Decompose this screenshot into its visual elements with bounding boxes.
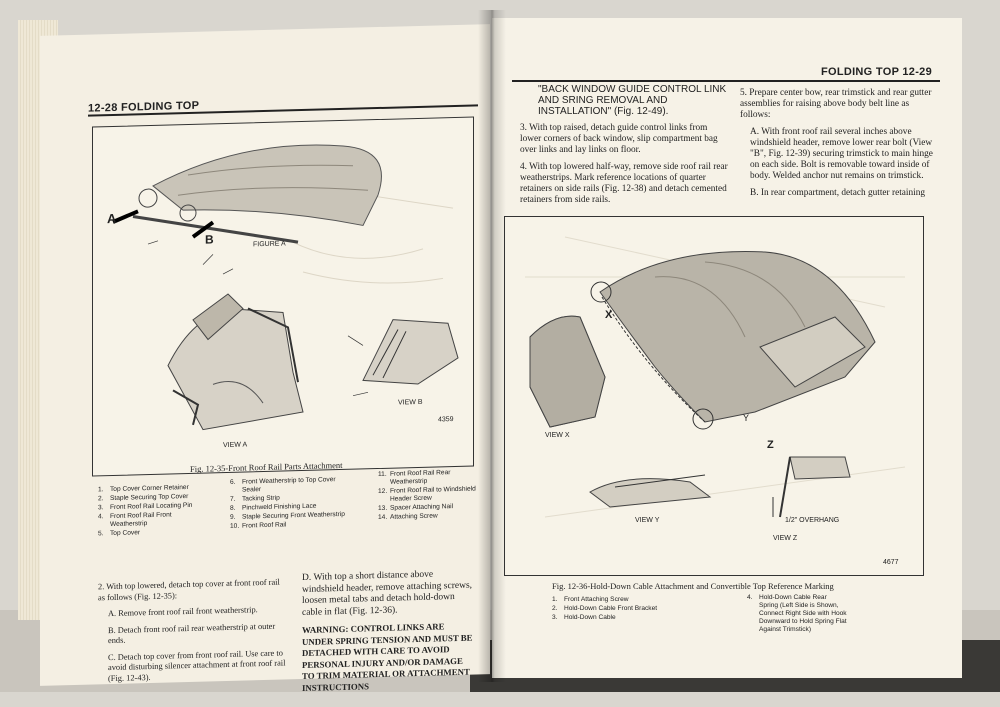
step-2b: B. Detach front roof rail rear weatherstrip at outer ends. <box>108 621 276 646</box>
step-5: 5. Prepare center bow, rear trimstick and rear gutter assemblies for raising above body belt line as follows: <box>740 88 932 120</box>
view-b-drawing <box>363 318 458 385</box>
view-x-label: VIEW X <box>545 432 570 439</box>
legend-item-text: Top Cover Corner Retainer <box>110 483 189 494</box>
legend-item-text: Front Roof Rail <box>242 521 287 530</box>
legend-item-number: 6. <box>230 478 236 486</box>
legend-item-number: 3. <box>98 504 104 512</box>
label-x: X <box>605 309 613 321</box>
step-3: 3. With top raised, detach guide control links from lower corners of back window, slip compartment bag over links and lay links on floor. <box>520 123 718 155</box>
legend-item-text: Front Weatherstrip to Top Cover Sealer <box>242 476 336 494</box>
figure-12-35-illustration <box>93 118 473 476</box>
legend-item-number: 14. <box>378 513 388 522</box>
legend-item-text: Front Roof Rail Front Weatherstrip <box>110 511 172 529</box>
figure-12-35 <box>92 117 474 477</box>
legend-item-number: 7. <box>230 495 236 503</box>
legend-item-text: Front Roof Rail Rear Weatherstrip <box>390 469 451 486</box>
legend-item <box>747 594 847 634</box>
legend-item-number: 4. <box>98 513 104 521</box>
legend-item-number: 9. <box>230 513 236 521</box>
legend-item <box>230 476 350 495</box>
step-2: 2. With top lowered, detach top cover at front roof rail as follows (Fig. 12-35): <box>98 577 280 602</box>
legend-item-number: 8. <box>230 504 236 512</box>
legend-item <box>552 614 672 622</box>
legend-item-text: Pinchweld Finishing Lace <box>242 502 317 512</box>
legend-item <box>378 485 478 504</box>
view-z-label: VIEW Z <box>773 535 798 542</box>
legend-item-text: Top Cover <box>110 529 141 538</box>
left-body-col-1 <box>98 577 288 690</box>
legend-col-3 <box>378 468 478 523</box>
figure-caption: Fig. 12-35-Front Roof Rail Parts Attachment <box>190 459 343 474</box>
legend-item-number: 2. <box>98 495 104 503</box>
legend-item-number: 10. <box>230 522 240 530</box>
legend-item <box>98 511 203 530</box>
legend-item-text: Tacking Strip <box>242 494 280 503</box>
figure-12-36-illustration <box>505 217 923 575</box>
legend-item <box>230 520 350 531</box>
legend-item-text: Spacer Attaching Nail <box>390 503 454 512</box>
view-a-label: VIEW A <box>223 441 248 450</box>
legend-item-text: Front Attaching Screw <box>564 596 629 603</box>
warning-text: WARNING: CONTROL LINKS ARE UNDER SPRING TENSION AND MUST BE DETACHED WITH CARE TO AVOID PERSONAL INJURY AND/OR DAMAGE TO TRIM MATERIAL OR ATTACHMENT INSTRUCTIONS <box>302 621 473 693</box>
left-body-col-2 <box>302 568 477 700</box>
figure-caption-right: Fig. 12-36-Hold-Down Cable Attachment and Convertible Top Reference Marking <box>552 581 834 591</box>
figure-ref-number: 4359 <box>438 416 454 424</box>
step-5b: B. In rear compartment, detach gutter retaining <box>750 188 926 198</box>
legend-item-text: Staple Securing Top Cover <box>110 493 189 503</box>
legend-item-text: Hold-Down Cable <box>564 614 616 621</box>
figure-a-label: FIGURE A <box>253 240 286 249</box>
label-z: Z <box>767 439 774 451</box>
left-page-header: 12-28 FOLDING TOP <box>88 99 200 115</box>
legend-item-text: Attaching Screw <box>390 512 438 521</box>
view-z-drawing <box>790 457 850 479</box>
book-gutter <box>478 10 506 682</box>
overhang-label: 1/2" OVERHANG <box>785 517 840 524</box>
legend-item-number: 13. <box>378 504 388 513</box>
legend-item-number: 2. <box>552 605 558 612</box>
right-page-header: FOLDING TOP 12-29 <box>820 66 932 78</box>
view-y-label: VIEW Y <box>635 517 660 524</box>
legend-right-col-1 <box>552 596 672 623</box>
legend-item-number: 11. <box>378 470 387 479</box>
left-page <box>40 24 490 693</box>
legend-item-text: Front Roof Rail Locating Pin <box>110 501 193 512</box>
right-body-col-2 <box>740 88 940 205</box>
step-2c: C. Detach top cover from front roof rail. Use care to avoid disturbing silencer attachment at front roof rail (Fig. 12-43). <box>108 648 286 683</box>
top-cover-figure-a <box>153 143 381 231</box>
legend-item-text: Front Roof Rail to Windshield Header Screw <box>390 485 476 503</box>
callout-b: B <box>205 232 214 247</box>
callout-a: A <box>107 210 117 227</box>
legend-item <box>98 528 203 539</box>
step-4: 4. With top lowered half-way, remove side roof rail rear weatherstrips. Mark reference locations of quarter retainers on side rails (Fig. 12-38) and detach cemented retainers from side rails. <box>520 162 728 205</box>
label-y: Y <box>743 413 750 423</box>
right-page <box>492 18 962 678</box>
right-body-col-1 <box>520 84 728 212</box>
legend-item-number: 1. <box>552 596 558 603</box>
step-d: D. With top a short distance above windshield header, remove attaching screws, loosen metal tabs and detach hold-down cable in flat (Fig. 12-36). <box>302 569 473 618</box>
view-y-drawing <box>590 479 710 507</box>
legend-right-col-2 <box>747 594 847 635</box>
legend-col-2 <box>230 476 350 532</box>
legend-item <box>552 605 672 613</box>
legend-item-text: Hold-Down Cable Front Bracket <box>564 605 658 612</box>
figure-ref-number-right: 4677 <box>883 559 899 566</box>
section-heading: "BACK WINDOW GUIDE CONTROL LINK AND SRING REMOVAL AND INSTALLATION" (Fig. 12-49). <box>538 84 727 117</box>
step-2a: A. Remove front roof rail front weatherstrip. <box>108 605 258 619</box>
view-b-label: VIEW B <box>398 398 423 407</box>
step-5a: A. With front roof rail several inches above windshield header, remove lower rear bolt (View "B", Fig. 12-39) securing trimstick to main hinge on each side. Bolt is removable toward inside of body. Welded anchor nut remains on trimstick. <box>750 127 933 181</box>
legend-item-number: 1. <box>98 486 104 494</box>
legend-item <box>552 596 672 604</box>
legend-item <box>378 511 478 522</box>
legend-item-number: 4. <box>747 594 753 601</box>
legend-item-number: 5. <box>98 530 104 538</box>
figure-12-36 <box>504 216 924 576</box>
header-rule-right <box>512 80 940 82</box>
legend-item-number: 12. <box>378 487 388 496</box>
legend-col-1 <box>98 484 203 540</box>
legend-item <box>378 468 478 487</box>
legend-item-text: Hold-Down Cable Rear Spring (Left Side is Shown, Connect Right Side with Hook Downward to Hold Spring Flat Against Trimstick) <box>759 594 847 633</box>
legend-item-text: Staple Securing Front Weatherstrip <box>242 510 345 521</box>
legend-item-number: 3. <box>552 614 558 621</box>
